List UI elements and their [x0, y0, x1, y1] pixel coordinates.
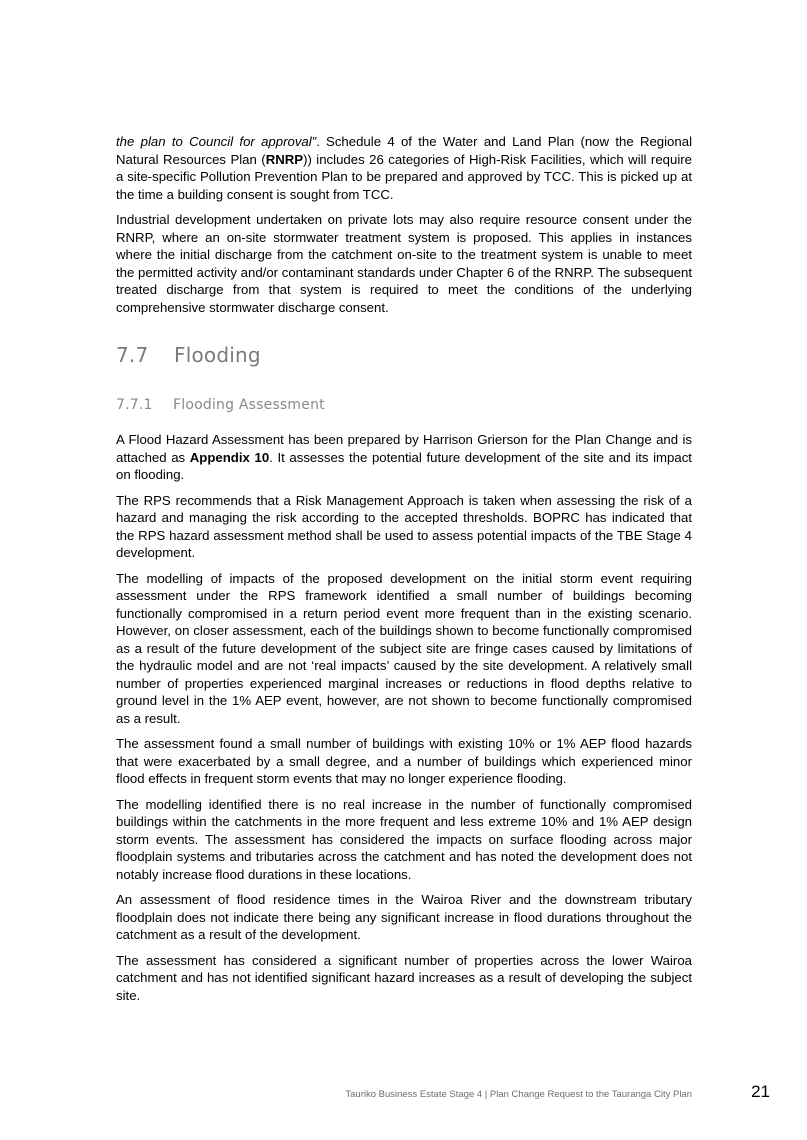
functionally-compromised-paragraph: The modelling identified there is no real increase in the number of functionally compromised buildings within the catchments in the more frequent and less extreme 10% and 1% AEP design storm events. The assessment has considered the impacts on surface flooding across major floodplain systems and tributaries across the catchment and has noted the development does not notably increase flood durations in these locations. — [116, 796, 692, 882]
intro-paragraph — [116, 133, 692, 203]
page-footer: Tauriko Business Estate Stage 4 | Plan Change Request to the Tauranga City Plan — [345, 1089, 692, 1100]
page-number: 21 — [751, 1082, 770, 1101]
rps-paragraph: The RPS recommends that a Risk Management Approach is taken when assessing the risk of a hazard and managing the risk according to the accepted thresholds. BOPRC has indicated that the RPS hazard assessment method shall be used to assess potential impacts of the TBE Stage 4 development. — [116, 492, 692, 560]
intro-text-2: )) includes 26 categories of High-Risk Facilities, which will require a site-specific Pollution Prevention Plan to be prepared and approved by TCC. This is picked up at the time a building consent is sought from TCC. — [116, 151, 692, 202]
document-body — [116, 133, 692, 1012]
intro-quote-end: the plan to Council for approval” — [116, 134, 317, 149]
intro-text-1: . Schedule 4 of the Water and Land Plan (now the Regional Natural Resources Plan ( — [116, 134, 692, 167]
subsection-title: Flooding Assessment — [173, 397, 325, 413]
flood-hazard-assessment-paragraph — [116, 431, 692, 484]
fha-text-1: A Flood Hazard Assessment has been prepared by Harrison Grierson for the Plan Change and is attached as — [116, 432, 692, 465]
section-title: Flooding — [174, 343, 261, 367]
rnrp-abbreviation: RNRP — [265, 151, 304, 167]
existing-hazards-paragraph: The assessment found a small number of buildings with existing 10% or 1% AEP flood hazards that were exacerbated by a small degree, and a number of buildings which experienced minor flood effects in frequent storm events that may no longer experience flooding. — [116, 736, 692, 786]
modelling-impacts-paragraph: The modelling of impacts of the proposed development on the initial storm event requiring assessment under the RPS framework identified a small number of buildings becoming functionally compromised in a return period event more frequent than in the existing scenario. However, on closer assessment, each of the buildings shown to become functionally compromised as a result of the future development of the subject site are fringe cases caused by limitations of the hydraulic model and are not ‘real impacts’ caused by the site development. A relatively small number of properties experienced marginal increases or reductions in flood depths relative to ground level in the 1% AEP event, however, are not shown to become functionally compromised as a result. — [116, 570, 692, 726]
fha-text-2: . It assesses the potential future development of the site and its impact on flooding. — [116, 449, 692, 482]
section-number: 7.7 — [116, 343, 149, 367]
appendix-reference: Appendix 10 — [189, 449, 270, 465]
residence-times-paragraph: An assessment of flood residence times in the Wairoa River and the downstream tributary floodplain does not indicate there being any significant increase in flood durations throughout the catchment as a result of the development. — [116, 892, 692, 942]
section-heading-flooding — [116, 343, 692, 397]
industrial-development-paragraph: Industrial development undertaken on private lots may also require resource consent under the RNRP, where an on-site stormwater treatment system is proposed. This applies in instances where the initial discharge from the catchment on-site to the treatment system is unable to meet the permitted activity and/or contaminant standards under Chapter 6 of the RNRP. The subsequent treated discharge from that system is required to meet the conditions of the underlying comprehensive stormwater discharge consent. — [116, 212, 692, 315]
subsection-number: 7.7.1 — [116, 397, 153, 413]
subsection-heading-flooding-assessment — [116, 397, 692, 431]
lower-wairoa-paragraph: The assessment has considered a significant number of properties across the lower Wairoa catchment and has not identified significant hazard increases as a result of developing the subject site. — [116, 952, 692, 1003]
